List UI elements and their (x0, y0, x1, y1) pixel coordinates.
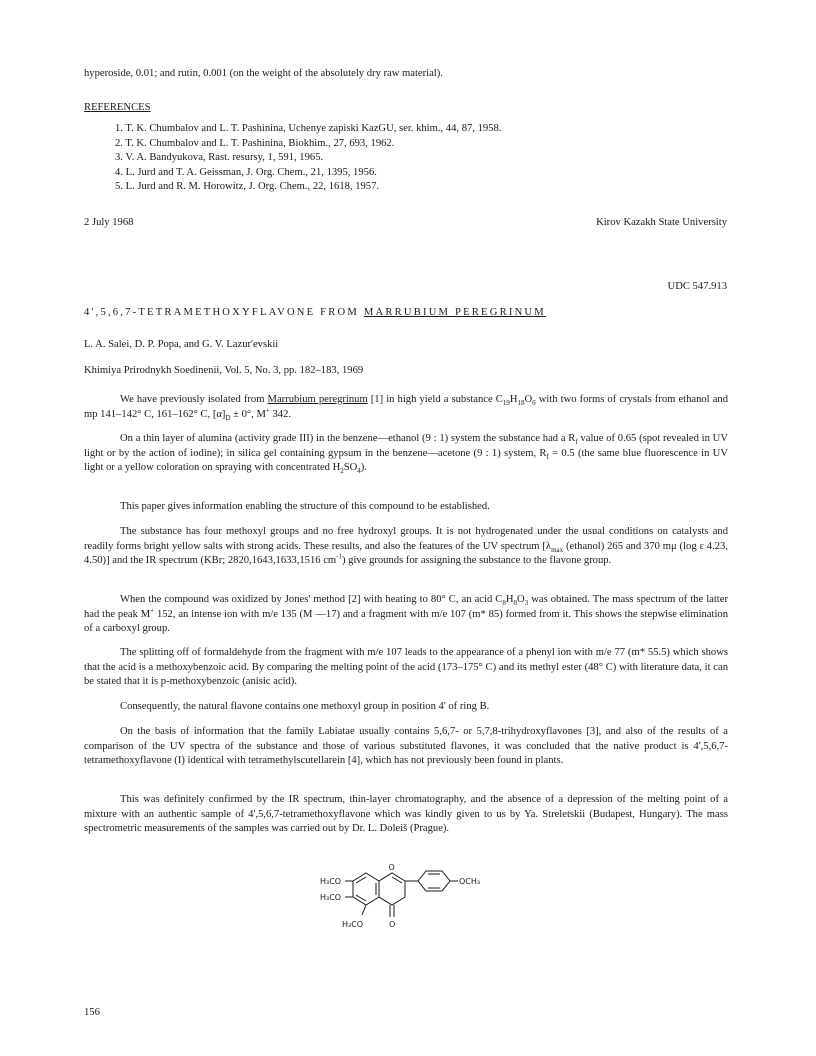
paragraph-1: We have previously isolated from Marrubium peregrinum [1] in high yield a substance $C_{19}H_{18}O_6$ with two forms of crystals from ethanol and mp 141–142° C, 161–162° C, $[\alpha]_D \pm 0^\circ$, M+ 342. (84, 394, 729, 422)
ring-c (379, 873, 405, 905)
reference-item: 3. V. A. Bandyukova, Rast. resursy, 1, 591, 1965. (115, 152, 324, 163)
flavone-structure (318, 855, 498, 947)
previous-article-date: 2 July 1968 (84, 217, 134, 228)
paragraph-8: On the basis of information that the family Labiatae usually contains 5,6,7- or 5,7,8-trihydroxyflavones [3], and also of the results of a comparison of the UV spectra of the substance and those of various substituted flavones, it was concluded that the native product is 4',5,6,7-tetramethoxyflavone (I) identical with tetramethylscutellarein [4], which has not previously been found in plants. (84, 726, 728, 766)
methoxy-label-7: H₃CO (320, 877, 342, 886)
udc-code: UDC 547.913 (667, 281, 727, 292)
article-journal: Khimiya Prirodnykh Soedinenii, Vol. 5, No. 3, pp. 182–183, 1969 (84, 365, 364, 376)
reference-item: 1. T. K. Chumbalov and L. T. Pashinina, Uchenye zapiski KazGU, ser. khim., 44, 87, 1958. (115, 123, 502, 134)
reference-item: 2. T. K. Chumbalov and L. T. Pashinina, Biokhim., 27, 693, 1962. (115, 137, 395, 149)
reference-item: 5. L. Jurd and R. M. Horowitz, J. Org. Chem., 22, 1618, 1957. (115, 181, 380, 192)
paragraph-9: This was definitely confirmed by the IR spectrum, thin-layer chromatography, and the absence of a depression of the melting point of a mixture with an authentic sample of 4',5,6,7-tetramethoxyflavone which was kindly given to us by Ya. Streletskii (Budapest, Hungary). The mass spectrometric measurements of the samples was carried out by Dr. L. Doleiš (Prague). (84, 794, 728, 834)
carbonyl-oxygen-label: O (389, 920, 396, 929)
paragraph-6: The splitting off of formaldehyde from the fragment with m/e 107 leads to the appearance of a phenyl ion with m/e 77 (m* 55.5) which shows that the acid is a methoxybenzoic acid. By comparing the melting point of the acid (173–175° C) and its methyl ester (48° C) with literature data, it can be stated that it is p-methoxybenzoic (anisic acid). (84, 647, 728, 687)
previous-article-affiliation: Kirov Kazakh State University (596, 217, 727, 228)
title-text: 4',5,6,7-TETRAMETHOXYFLAVONE FROM (84, 307, 364, 318)
paragraph-3: This paper gives information enabling the structure of this compound to be established. (120, 501, 490, 512)
methoxy-label-6: H₃CO (320, 893, 342, 902)
article-authors: L. A. Salei, D. P. Popa, and G. V. Lazur'evskii (84, 339, 279, 350)
intro-line: hyperoside, 0.01; and rutin, 0.001 (on the weight of the absolutely dry raw material). (84, 68, 443, 79)
reference-item: 4. L. Jurd and T. A. Geissman, J. Org. Chem., 21, 1395, 1956. (115, 166, 377, 178)
paragraph-5: When the compound was oxidized by Jones' method [2] with heating to 80° C, an acid $C_8H_8O_3$ was obtained. The mass spectrum of the latter had the peak M+ 152, an intense ion with m/e 135 (M —17) and a fragment with m/e 107 (m* 85) formed from it. This shows the stepwise elimination of a carboxyl group. (84, 594, 728, 634)
title-species: MARRUBIUM PEREGRINUM (363, 307, 546, 318)
article-title (84, 306, 546, 321)
methoxy-label-5: H₃CO (342, 920, 364, 929)
och3-label: OCH₃ (459, 877, 481, 886)
paragraph-4: The substance has four methoxyl groups and no free hydroxyl groups. It is not hydrogenated under the usual conditions on catalysts and readily forms bright yellow salts with strong acids. These results, and also the features of the UV spectrum [$\lambda_{max}$ (ethanol) 265 and 370 mμ (log ε 4.23, 4.50)] and the IR spectrum (KBr; 2820,1643,1633,1516 $cm^{-1}$) give grounds for assigning the substance to the flavone group. (84, 526, 728, 566)
references-heading: REFERENCES (84, 102, 151, 113)
paragraph-7: Consequently, the natural flavone contains one methoxyl group in position 4' of ring B. (120, 701, 490, 712)
ring-a (353, 873, 379, 905)
paragraph-2: On a thin layer of alumina (activity grade III) in the benzene—ethanol (9 : 1) system the substance had a $R_f$ value of 0.65 (spot revealed in UV light or by the action of iodine); in silica gel containing gypsum in the benzene—acetone (9 : 1) system, $R_f = 0.5$ (the same blue fluorescence in UV light or a yellow coloration on spraying with concentrated $H_2SO_4$). (84, 433, 728, 476)
ring-oxygen-label: O (388, 863, 395, 872)
page-number: 156 (84, 1007, 100, 1018)
references-list (115, 122, 501, 195)
